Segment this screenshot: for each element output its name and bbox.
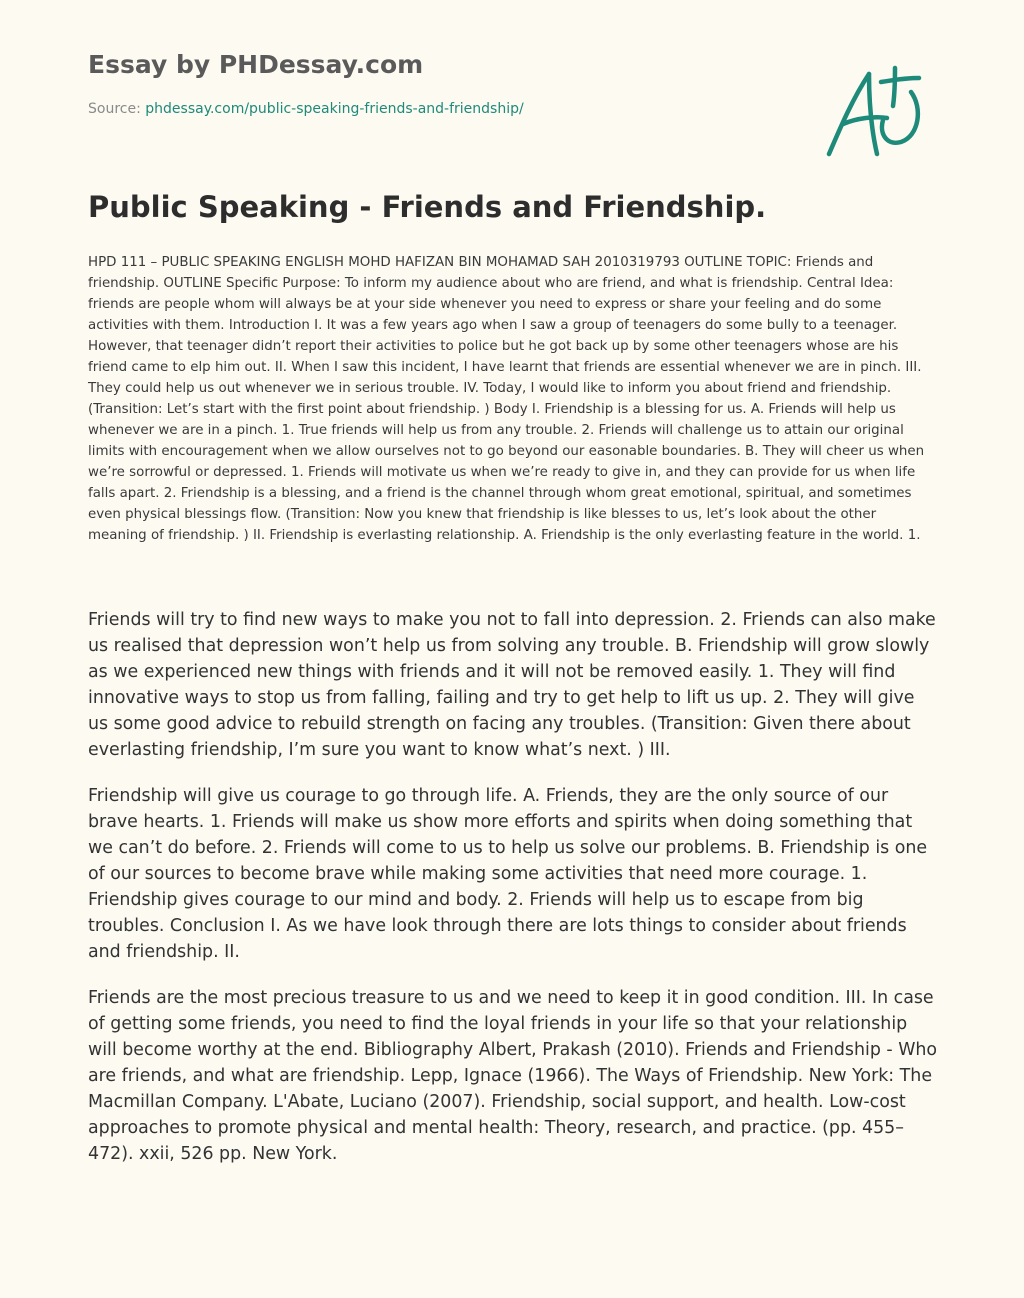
logo-plus-horizontal <box>881 78 919 82</box>
source-label: Source: <box>88 101 146 117</box>
logo-a-right-stroke <box>869 74 877 154</box>
site-brand: Essay by PHDessay.com <box>88 50 424 79</box>
a-plus-logo-icon <box>823 64 929 160</box>
body-paragraph-3: Friends are the most precious treasure to us and we need to keep it in good condition. III. In case of getting some friends, you need to find the loyal friends in your life so that your relationship will become worthy at the end. Bibliography Albert, Prakash (2010). Friends and Friendship - Who are friends, and what are friendship. Lepp, Ignace (1966). The Ways of Friendship. New York: The Macmillan Company. L'Abate, Luciano (2007). Friendship, social support, and health. Low-cost approaches to promote physical and mental health: Theory, research, and practice. (pp. 455–472). xxii, 526 pp. New York. <box>88 988 938 1164</box>
logo-a-left-stroke <box>829 74 869 154</box>
body-paragraph-1: Friends will try to find new ways to make you not to fall into depression. 2. Friends can also make us realised that depression won’t help us from solving any trouble. B. Friendship will grow slowly as we experienced new things with friends and it will not be removed easily. 1. They will find innovative ways to stop us from falling, failing and try to get help to lift us up. 2. They will give us some good advice to rebuild strength on facing any troubles. (Transition: Given there about everlasting friendship, I’m sure you want to know what’s next. ) III. <box>88 610 936 760</box>
source-link[interactable]: phdessay.com/public-speaking-friends-and-friendship/ <box>145 101 524 117</box>
source-line <box>88 101 524 117</box>
a-plus-logo-svg <box>823 64 929 160</box>
intro-paragraph: HPD 111 – PUBLIC SPEAKING ENGLISH MOHD HAFIZAN BIN MOHAMAD SAH 2010319793 OUTLINE TOPIC: Friends and friendship. OUTLINE Specific Purpose: To inform my audience about who are friend, and what is friendship. Central Idea: friends are people whom will always be at your side whenever you need to express or share your feeling and do some activities with them. Introduction I. It was a few years ago when I saw a group of teenagers do some bully to a teenager. However, that teenager didn’t report their activities to police but he got back up by some other teenagers whose are his friend came to elp him out. II. When I saw this incident, I have learnt that friends are essential whenever we are in pinch. III. They could help us out whenever we in serious trouble. IV. Today, I would like to inform you about friend and friendship. (Transition: Let’s start with the first point about friendship. ) Body I. Friendship is a blessing for us. A. Friends will help us whenever we are in a pinch. 1. True friends will help us from any trouble. 2. Friends will challenge us to attain our original limits with encouragement when we allow ourselves not to go beyond our easonable boundaries. B. They will cheer us when we’re sorrowful or depressed. 1. Friends will motivate us when we’re ready to give in, and they can provide for us when life falls apart. 2. Friendship is a blessing, and a friend is the channel through whom great emotional, spiritual, and sometimes even physical blessings flow. (Transition: Now you knew that friendship is like blesses to us, let’s look about the other meaning of friendship. ) II. Friendship is everlasting relationship. A. Friendship is the only everlasting feature in the world. 1. <box>88 255 925 543</box>
body-paragraph-2: Friendship will give us courage to go through life. A. Friends, they are the only source of our brave hearts. 1. Friends will make us show more efforts and spirits when doing something that we can’t do before. 2. Friends will come to us to help us solve our problems. B. Friendship is one of our sources to become brave while making some activities that need more courage. 1. Friendship gives courage to our mind and body. 2. Friends will help us to escape from big troubles. Conclusion I. As we have look through there are lots things to consider about friends and friendship. II. <box>88 786 928 962</box>
page-title: Public Speaking - Friends and Friendship. <box>88 190 767 224</box>
logo-plus-vertical <box>893 68 895 106</box>
